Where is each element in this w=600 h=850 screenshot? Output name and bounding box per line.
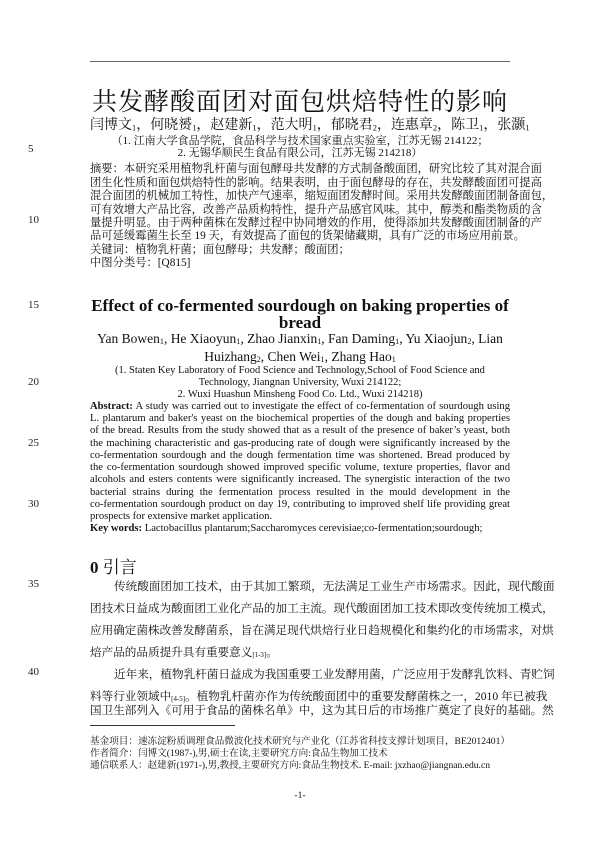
- abstract-cn-line: 量提升明显。由于两种菌株在发酵过程中协同增效的作用，使得添加共发酵酸面团制备的产: [90, 217, 542, 229]
- title-en-1: Effect of co-fermented sourdough on baking properties of: [91, 296, 509, 315]
- body-line: [90, 644, 510, 660]
- author-name: Zhao Jianxin: [247, 331, 318, 346]
- author-affiliation-mark: 1: [395, 337, 400, 347]
- page-number: -1-: [294, 790, 306, 801]
- line-number: 20: [28, 376, 39, 388]
- author-affiliation-mark: 1: [391, 355, 396, 365]
- section-number: 0: [90, 558, 99, 577]
- author-affiliation-mark: 2: [372, 123, 377, 133]
- author-affiliation-mark: 1: [252, 123, 257, 133]
- author-name: 何晓赟: [150, 118, 193, 133]
- abstract-en-line: [90, 401, 510, 412]
- authors-cn: 闫博文1，何晓赟1，赵建新1，范大明1，郁晓君2，连惠章2，陈卫1，张灏1: [90, 118, 530, 133]
- author-name: Chen Wei: [267, 349, 321, 364]
- authors-en-1: Yan Bowen1, He Xiaoyun1, Zhao Jianxin1, Fan Daming1, Yu Xiaojun2, Lian: [97, 331, 503, 347]
- author-name: 闫博文: [90, 118, 132, 133]
- author-affiliation-mark: 1: [320, 355, 325, 365]
- abstract-cn-line: 可有效增大产品比容，改善产品质构特性，提升产品感官风味。其中，醇类和酯类物质的含: [90, 204, 542, 216]
- author-affiliation-mark: 1: [236, 337, 241, 347]
- author-name: He Xiaoyun: [170, 331, 237, 346]
- citation: [4-5]: [171, 695, 186, 704]
- abstract-en-text: A study was carried out to investigate the effect of co-fermentation of sourdough using: [132, 401, 510, 412]
- line-number: 10: [28, 214, 39, 226]
- author-name: 张灏: [497, 118, 526, 133]
- abstract-cn-line: 品可延缓霉菌生长至 19 天，有效提高了面包的货架储藏期，具有广泛的市场应用前景。: [90, 230, 525, 242]
- author-affiliation-mark: 1: [317, 337, 322, 347]
- section-title: 引言: [102, 558, 137, 577]
- footnote-correspondence: 通信联系人：赵建新(1971-),男,教授,主要研究方向:食品生物技术. E-mail: jxzhao@jiangnan.edu.cn: [90, 760, 490, 771]
- author-affiliation-mark: 1: [479, 123, 484, 133]
- author-affiliation-mark: 2: [432, 123, 438, 133]
- author-name: Lian: [478, 331, 503, 346]
- header-rule: [90, 61, 510, 62]
- author-name: Yan Bowen: [97, 331, 160, 346]
- abstract-cn-line: 摘要：本研究采用植物乳杆菌与面包酵母共发酵的方式制备酸面团，研究比较了其对混合面: [90, 163, 542, 175]
- abstract-en-line: of the bread. Results from the study showed that as a result of the presence of baker’s yeast, both: [90, 425, 510, 436]
- author-name: 连惠章: [390, 118, 433, 133]
- author-affiliation-mark: 2: [256, 355, 261, 365]
- authors-en-2: Huizhang2, Chen Wei1, Zhang Hao1: [204, 349, 396, 365]
- author-affiliation-mark: 1: [159, 337, 164, 347]
- author-name: Huizhang: [204, 349, 257, 364]
- abstract-cn-line: 混合面团的机械加工特性，加快产气速率，缩短面团发酵时间。采用共发酵酸面团制备面包，: [90, 190, 554, 202]
- body-line: 国卫生部列入《可用于食品的菌株名单》中，这为其日后的市场推广奠定了良好的基础。然: [90, 704, 554, 717]
- affiliation-en-2: Technology, Jiangnan University, Wuxi 214122;: [198, 377, 402, 388]
- author-name: 赵建新: [210, 118, 253, 133]
- body-line: 传统酸面团加工技术，由于其加工繁琐，无法满足工业生产市场需求。因此，现代酸面: [114, 580, 555, 593]
- line-number: 5: [28, 143, 34, 155]
- body-line: 应用确定菌株改善发酵菌系，旨在满足现代烘焙行业日趋规模化和集约化的市场需求，对烘: [90, 624, 554, 637]
- line-number: 30: [28, 498, 39, 510]
- author-affiliation-mark: 2: [467, 337, 472, 347]
- line-number: 35: [28, 578, 39, 590]
- abstract-en-line: bacterial strains during the fermentation process resulted in the mould development in the: [90, 487, 510, 498]
- author-affiliation-mark: 1: [132, 123, 137, 133]
- line-number: 15: [28, 299, 39, 311]
- abstract-cn-line: 团生化性质和面包烘焙特性的影响。结果表明，由于面包酵母的存在，共发酵酸面团可提高: [90, 177, 542, 189]
- title-cn: 共发酵酸面团对面包烘焙特性的影响: [91, 89, 508, 116]
- body-line: 近年来，植物乳杆菌日益成为我国重要工业发酵用菌，广泛应用于发酵乳饮料、青贮饲: [114, 668, 555, 681]
- author-affiliation-mark: 1: [312, 123, 317, 133]
- keywords-en-text: Lactobacillus plantarum;Saccharomyces cerevisiae;co-fermentation;sourdough;: [142, 523, 483, 534]
- clc-number: 中图分类号：[Q815]: [90, 257, 191, 269]
- keywords-en: [90, 523, 510, 534]
- author-affiliation-mark: 1: [525, 123, 530, 133]
- body-text: 。植物乳杆菌亦作为传统酸面团中的重要发酵菌株之一，2010 年已被我: [185, 690, 548, 703]
- citation: [1-3]: [252, 651, 267, 660]
- affiliation-cn-2: 2. 无锡华顺民生食品有限公司，江苏无锡 214218）: [177, 147, 423, 159]
- affiliation-cn-1: （1. 江南大学食品学院，食品科学与技术国家重点实验室，江苏无锡 214122；: [111, 135, 489, 147]
- title-en-2: bread: [278, 313, 322, 332]
- abstract-en-line: alcohols and esters contents were significantly increased. The synergistic interaction of the two: [90, 474, 510, 485]
- author-affiliation-mark: 1: [192, 123, 197, 133]
- abstract-en-line: the co-fermentation sourdough showed improved specific volume, texture properties, flavor and: [90, 462, 510, 473]
- abstract-en-line: co-fermentation sourdough and the dough fermentation time was shortened. Bread produced by: [90, 450, 510, 461]
- author-name: Fan Daming: [328, 331, 396, 346]
- footnote-author-bio: 作者简介：闫博文(1987-),男,硕士在读,主要研究方向:食品生物加工技术: [90, 748, 388, 759]
- body-line: 团技术日益成为酸面团工业化产品的加工主流。现代酸面团加工技术即改变传统加工模式，: [90, 602, 554, 615]
- author-name: Yu Xiaojun: [405, 331, 468, 346]
- author-name: Zhang Hao: [331, 349, 392, 364]
- footnote-rule: [90, 725, 235, 726]
- author-name: 郁晓君: [330, 118, 373, 133]
- body-text: 。: [266, 646, 278, 659]
- author-name: 范大明: [270, 118, 313, 133]
- author-name: 陈卫: [451, 118, 480, 133]
- abstract-en-line: the machining characteristic and gas-producing rate of dough were significantly increased by the: [90, 438, 510, 449]
- keywords-label: Key words:: [90, 523, 143, 534]
- affiliation-en-1: (1. Staten Key Laboratory of Food Science and Technology,School of Food Science and: [115, 365, 485, 376]
- section-heading: [90, 553, 510, 578]
- keywords-cn: 关键词：植物乳杆菌；面包酵母；共发酵；酸面团；: [90, 244, 350, 256]
- abstract-label: Abstract:: [90, 401, 133, 412]
- footnote-funding: 基金项目：速冻淀粉质调理食品微波化技术研究与产业化（江苏省科技支撑计划项目，BE2012401）: [90, 736, 510, 747]
- affiliation-en-3: 2. Wuxi Huashun Minsheng Food Co. Ltd., Wuxi 214218): [177, 389, 423, 400]
- abstract-en-line: prospects for extensive market application.: [90, 511, 273, 522]
- abstract-en-line: L. plantarum and baker's yeast on the biochemical properties of the dough and baking properties: [90, 413, 510, 424]
- abstract-en-line: co-fermentation sourdough product on day 19, contributing to improved shelf life providing great: [90, 499, 510, 510]
- body-text: 料等行业领域中: [90, 690, 172, 703]
- line-number: 25: [28, 437, 39, 449]
- line-number: 40: [28, 666, 39, 678]
- body-text: 焙产品的品质提升具有重要意义: [90, 646, 253, 659]
